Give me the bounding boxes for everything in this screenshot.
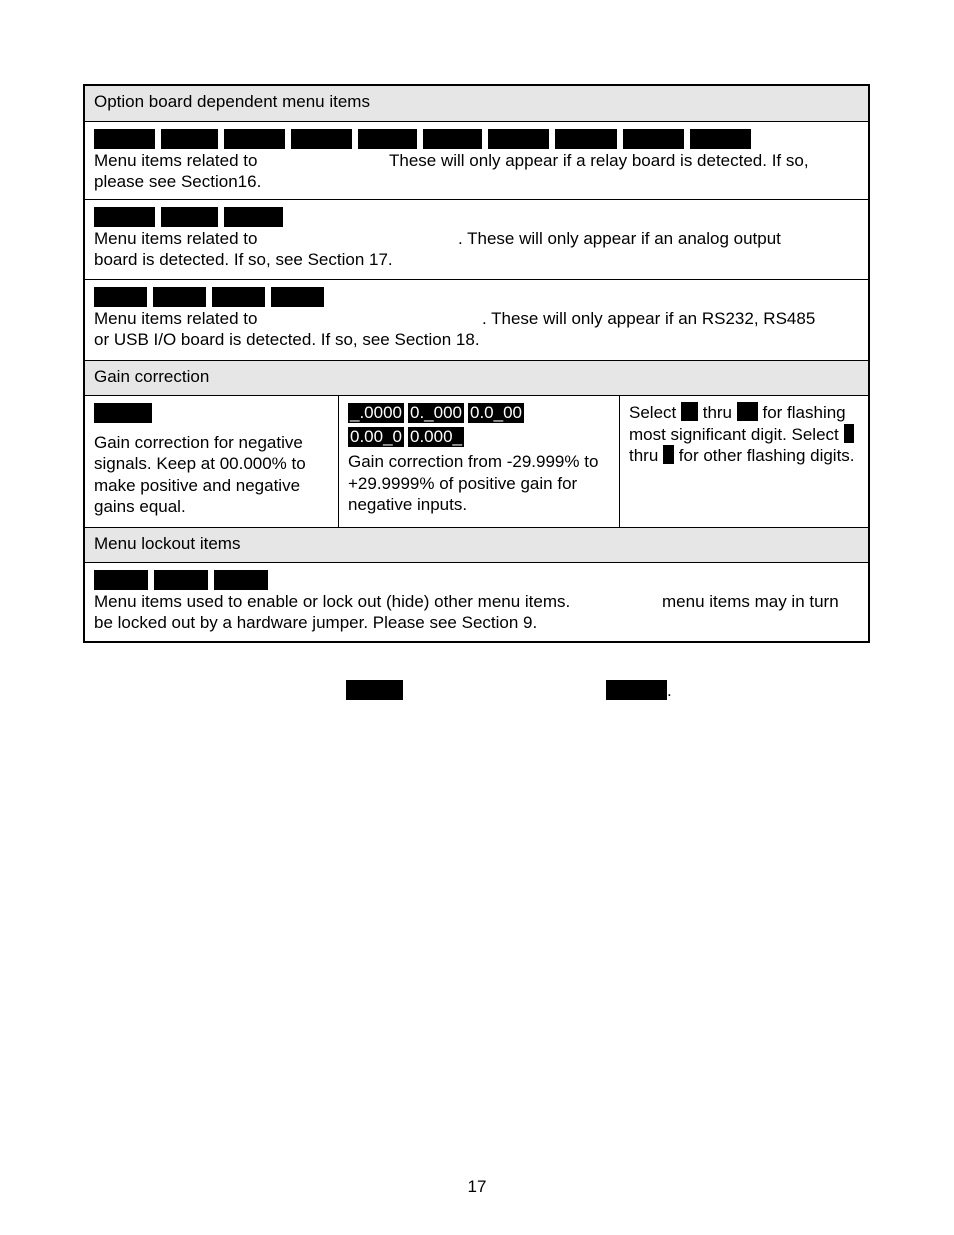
desc-end: . These will only appear if an analog output xyxy=(458,229,781,248)
serial-description xyxy=(94,308,859,350)
header-text: Gain correction xyxy=(94,367,210,386)
desc-end: . These will only appear if an RS232, RS485 xyxy=(482,309,816,328)
menu-code xyxy=(690,129,751,149)
analog-code-list xyxy=(94,207,859,227)
chip-line-2 xyxy=(348,427,610,451)
desc-start: Menu items used to enable or lock out (hide) other menu items. xyxy=(94,592,571,611)
digit-code xyxy=(844,424,854,443)
value-chip: 0.00_0 xyxy=(350,427,402,446)
gain-col1-text: Gain correction for negative signals. Keep at 00.000% to make positive and negative gains equal. xyxy=(94,432,306,516)
menu-code xyxy=(271,287,324,307)
lockout-code-list xyxy=(94,570,859,590)
menu-code xyxy=(346,680,403,700)
desc-line2: board is detected. If so, see Section 17. xyxy=(94,250,393,269)
digit-code xyxy=(737,402,758,421)
menu-code xyxy=(161,129,218,149)
desc-start: Menu items related to xyxy=(94,151,258,170)
col3-word: for flashing most significant digit. Select xyxy=(629,403,846,444)
menu-code xyxy=(224,129,285,149)
desc-start: Menu items related to xyxy=(94,309,258,328)
desc-line2: be locked out by a hardware jumper. Please see Section 9. xyxy=(94,613,538,632)
menu-code xyxy=(94,403,152,423)
gain-correction-row xyxy=(85,395,868,527)
page-number: 17 xyxy=(467,1177,487,1196)
digit-code xyxy=(681,402,698,421)
menu-code xyxy=(153,287,206,307)
menu-code xyxy=(94,570,148,590)
digit-code xyxy=(663,445,674,464)
value-chip: 0.0_00 xyxy=(470,403,522,422)
relay-description xyxy=(94,150,859,192)
col3-word: thru xyxy=(702,403,733,422)
menu-code xyxy=(555,129,617,149)
serial-code-list xyxy=(94,287,859,307)
section-header-option-board xyxy=(85,86,868,121)
menu-code xyxy=(214,570,268,590)
relay-code-list xyxy=(94,129,859,149)
header-text: Menu lockout items xyxy=(94,534,241,553)
menu-code xyxy=(623,129,684,149)
gain-col-instructions xyxy=(619,396,868,527)
lockout-menu-row xyxy=(85,562,868,641)
menu-code xyxy=(94,129,155,149)
lockout-description xyxy=(94,591,859,633)
gain-col2-text: Gain correction from -29.999% to +29.9999% of positive gain for negative inputs. xyxy=(348,452,599,514)
gain-col-values xyxy=(338,396,619,527)
relay-menu-row xyxy=(85,121,868,199)
menu-code xyxy=(154,570,208,590)
menu-code xyxy=(606,680,667,700)
analog-description xyxy=(94,228,859,270)
chip-line-1 xyxy=(348,403,610,427)
value-chip: _.0000 xyxy=(350,403,402,422)
menu-code xyxy=(358,129,417,149)
desc-line2: please see Section16. xyxy=(94,172,262,191)
col3-word: thru xyxy=(629,446,659,465)
menu-items-table xyxy=(83,84,870,643)
col3-word: for other flashing digits. xyxy=(678,446,855,465)
menu-code xyxy=(488,129,549,149)
menu-code xyxy=(94,287,147,307)
menu-code xyxy=(224,207,283,227)
section-header-menu-lockout xyxy=(85,527,868,562)
menu-code xyxy=(161,207,218,227)
menu-code xyxy=(212,287,265,307)
serial-menu-row xyxy=(85,279,868,360)
analog-menu-row xyxy=(85,199,868,279)
desc-end: These will only appear if a relay board is detected. If so, xyxy=(389,151,809,170)
menu-code xyxy=(291,129,352,149)
col3-word: Select xyxy=(629,403,677,422)
gain-col-menu xyxy=(85,396,338,527)
desc-start: Menu items related to xyxy=(94,229,258,248)
menu-code xyxy=(423,129,482,149)
section-header-gain-correction xyxy=(85,360,868,395)
desc-end: menu items may in turn xyxy=(662,592,839,611)
header-text: Option board dependent menu items xyxy=(94,92,370,111)
sentence-period: . xyxy=(667,681,672,700)
after-table-line xyxy=(0,679,954,701)
desc-line2: or USB I/O board is detected. If so, see Section 18. xyxy=(94,330,480,349)
value-chip: 0.000_ xyxy=(410,427,462,446)
menu-code xyxy=(94,207,155,227)
value-chip: 0._000 xyxy=(410,403,462,422)
